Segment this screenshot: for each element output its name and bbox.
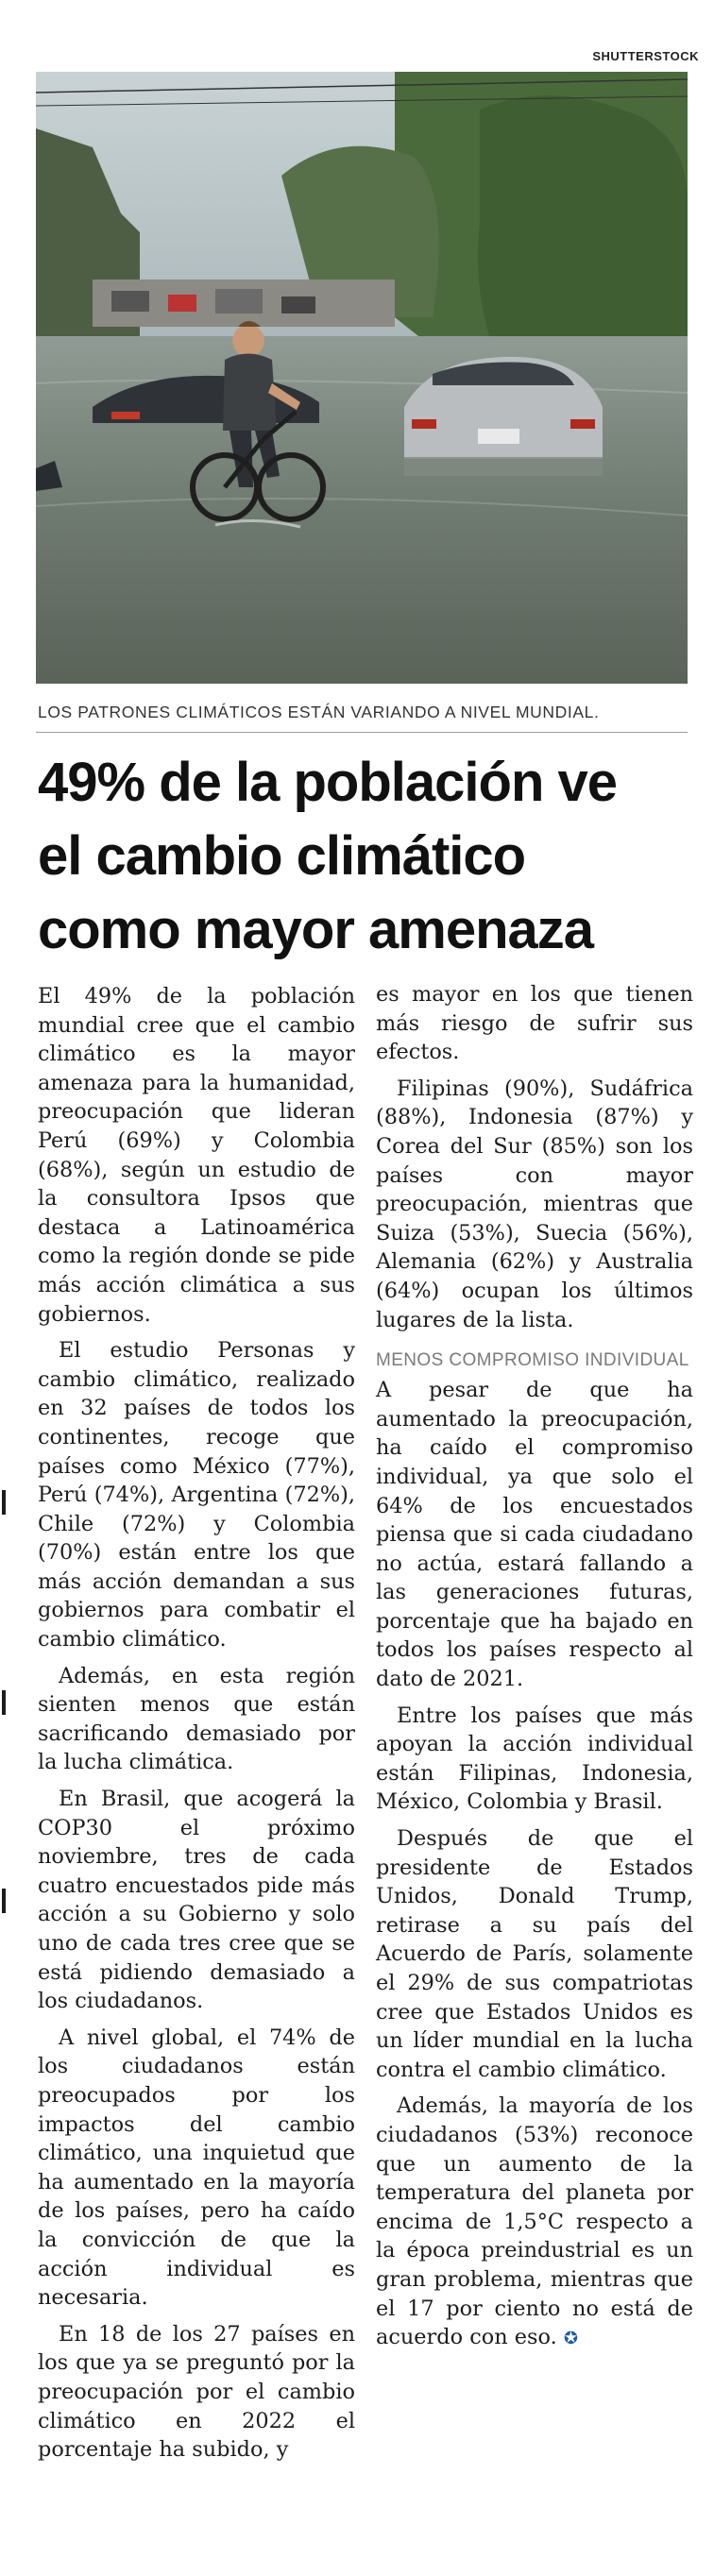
final-paragraph-text: Además, la mayoría de los ciudadanos (53%) reconoce que un aumento de la temperatura del planeta por encima de 1,5°C respecto a la época preindustrial es un gran problema, mientras que el 17 por ciento no está de acuerdo con eso. <box>376 2093 693 2350</box>
body-paragraph: Entre los países que más apoyan la acción individual están Filipinas, Indonesia, México, Colombia y Brasil. <box>376 1703 693 1815</box>
body-paragraph: En Brasil, que acogerá la COP30 el próximo noviembre, tres de cada cuatro encuestados pide más acción a su Gobierno y solo uno de cada tres cree que se está pidiendo demasiado a los ciudadanos. <box>38 1787 355 2014</box>
gutter-mark <box>2 1889 6 1913</box>
flooded-street-image <box>36 72 688 684</box>
photo-caption: LOS PATRONES CLIMÁTICOS ESTÁN VARIANDO A NIVEL MUNDIAL. <box>38 703 600 721</box>
headline-line-2: el cambio climático <box>38 825 526 887</box>
article-column-left <box>38 982 355 2472</box>
article-headline <box>38 746 699 967</box>
headline-line-1: 49% de la población ve <box>38 752 617 813</box>
body-paragraph: El estudio Personas y cambio climático, realizado en 32 países de todos los continentes, recoge que países como México (77%), Perú (74%), Argentina (72%), Chile (72%) y Colombia (70%) están entre los que más acción demandan a sus gobiernos para combatir el cambio climático. <box>38 1338 355 1652</box>
body-paragraph: El 49% de la población mundial cree que el cambio climático es la mayor amenaza para la humanidad, preocupación que lideran Perú (69%) y Colombia (68%), según un estudio de la consultora Ipsos que destaca a Latinoamérica como la región donde se pide más acción climática a sus gobiernos. <box>38 984 355 1327</box>
caption-divider <box>36 732 688 733</box>
end-mark-icon: ✪ <box>563 2329 578 2349</box>
headline-line-3: como mayor amenaza <box>38 899 594 960</box>
body-paragraph: A nivel global, el 74% de los ciudadanos están preocupados por los impactos del cambio climático, una inquietud que ha aumentado en la mayoría de los países, pero ha caído la convicción de que la acción individual es necesaria. <box>38 2025 355 2311</box>
gutter-mark <box>2 1690 6 1715</box>
body-paragraph-final <box>376 2092 693 2353</box>
body-paragraph-continuation: es mayor en los que tienen más riesgo de sufrir sus efectos. <box>376 982 693 1065</box>
body-paragraph: A pesar de que ha aumentado la preocupación, ha caído el compromiso individual, ya que solo el 64% de los encuestados piensa que si cada ciudadano no actúa, estará fallando a las generaciones futuras, porcentaje que ha bajado en todos los países respecto al dato de 2021. <box>376 1378 693 1692</box>
section-subhead: MENOS COMPROMISO INDIVIDUAL <box>376 1350 689 1371</box>
body-paragraph: Además, en esta región sienten menos que están sacrificando demasiado por la lucha climática. <box>38 1663 355 1775</box>
article-column-right <box>376 980 693 2362</box>
gutter-mark <box>2 1490 6 1515</box>
body-paragraph: En 18 de los 27 países en los que ya se preguntó por la preocupación por el cambio climático en 2022 el porcentaje ha subido, y <box>38 2321 355 2463</box>
body-paragraph: Después de que el presidente de Estados Unidos, Donald Trump, retirase a su país del Acuerdo de París, solamente el 29% de sus compatriotas cree que Estados Unidos es un líder mundial en la lucha contra el cambio climático. <box>376 1826 693 2082</box>
photo-credit: SHUTTERSTOCK <box>592 49 699 63</box>
body-paragraph: Filipinas (90%), Sudáfrica (88%), Indonesia (87%) y Corea del Sur (85%) son los países con mayor preocupación, mientras que Suiza (53%), Suecia (56%), Alemania (62%) y Australia (64%) ocupan los últimos lugares de la lista. <box>376 1076 693 1332</box>
flood-photo <box>36 72 688 684</box>
